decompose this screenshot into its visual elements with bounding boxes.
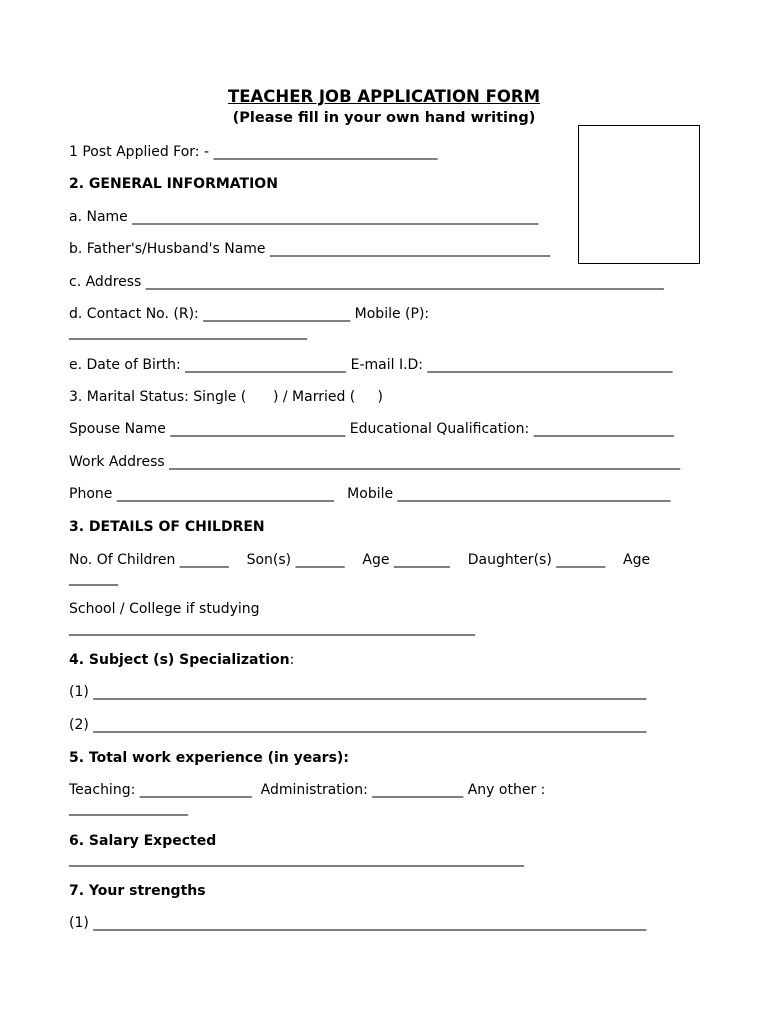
address-line: c. Address __________________________________________________________________________	[69, 274, 664, 290]
work-address-line: Work Address _________________________________________________________________________	[69, 454, 681, 470]
subject-line-1: (1) _______________________________________________________________________________	[69, 684, 647, 700]
dob-email-line: e. Date of Birth: _______________________ E-mail I.D: ___________________________________	[69, 357, 673, 373]
photo-box	[578, 125, 700, 264]
any-other-blank-line: _________________	[69, 800, 188, 816]
form-subtitle: (Please fill in your own hand writing)	[232, 110, 536, 126]
name-line: a. Name __________________________________________________________	[69, 209, 539, 225]
subject-line-2: (2) _______________________________________________________________________________	[69, 717, 647, 733]
father-husband-name-line: b. Father's/Husband's Name ________________________________________	[69, 241, 550, 257]
children-count-line: No. Of Children _______ Son(s) _______ Age ________ Daughter(s) _______ Age	[69, 552, 651, 568]
section-total-work-experience: 5. Total work experience (in years):	[69, 750, 349, 766]
section-general-information: 2. GENERAL INFORMATION	[69, 176, 278, 192]
salary-blank-line: _________________________________________________________________	[69, 851, 524, 867]
strength-line-1: (1) _______________________________________________________________________________	[69, 915, 647, 931]
contact-no-line: d. Contact No. (R): _____________________ Mobile (P):	[69, 306, 430, 322]
phone-mobile-line: Phone _______________________________ Mobile _______________________________________	[69, 486, 671, 502]
experience-line: Teaching: ________________ Administration: _____________ Any other :	[69, 782, 546, 798]
marital-status-line: 3. Marital Status: Single ( ) / Married ( )	[69, 389, 383, 405]
section-your-strengths: 7. Your strengths	[69, 883, 206, 899]
subject-specialization-colon: :	[289, 652, 295, 668]
form-title: TEACHER JOB APPLICATION FORM	[227, 87, 541, 106]
section-subject-specialization	[69, 651, 294, 669]
section-details-of-children: 3. DETAILS OF CHILDREN	[69, 519, 265, 535]
post-applied-line: 1 Post Applied For: - ________________________________	[69, 144, 438, 160]
spouse-name-line: Spouse Name _________________________ Educational Qualification: ____________________	[69, 421, 674, 437]
school-college-blank-line: __________________________________________________________	[69, 620, 475, 636]
school-college-label: School / College if studying	[69, 601, 260, 617]
children-age-blank-line: _______	[69, 570, 118, 586]
mobile-blank-line: __________________________________	[69, 324, 307, 340]
subject-specialization-heading: 4. Subject (s) Specialization	[69, 652, 290, 668]
section-salary-expected: 6. Salary Expected	[69, 833, 217, 849]
